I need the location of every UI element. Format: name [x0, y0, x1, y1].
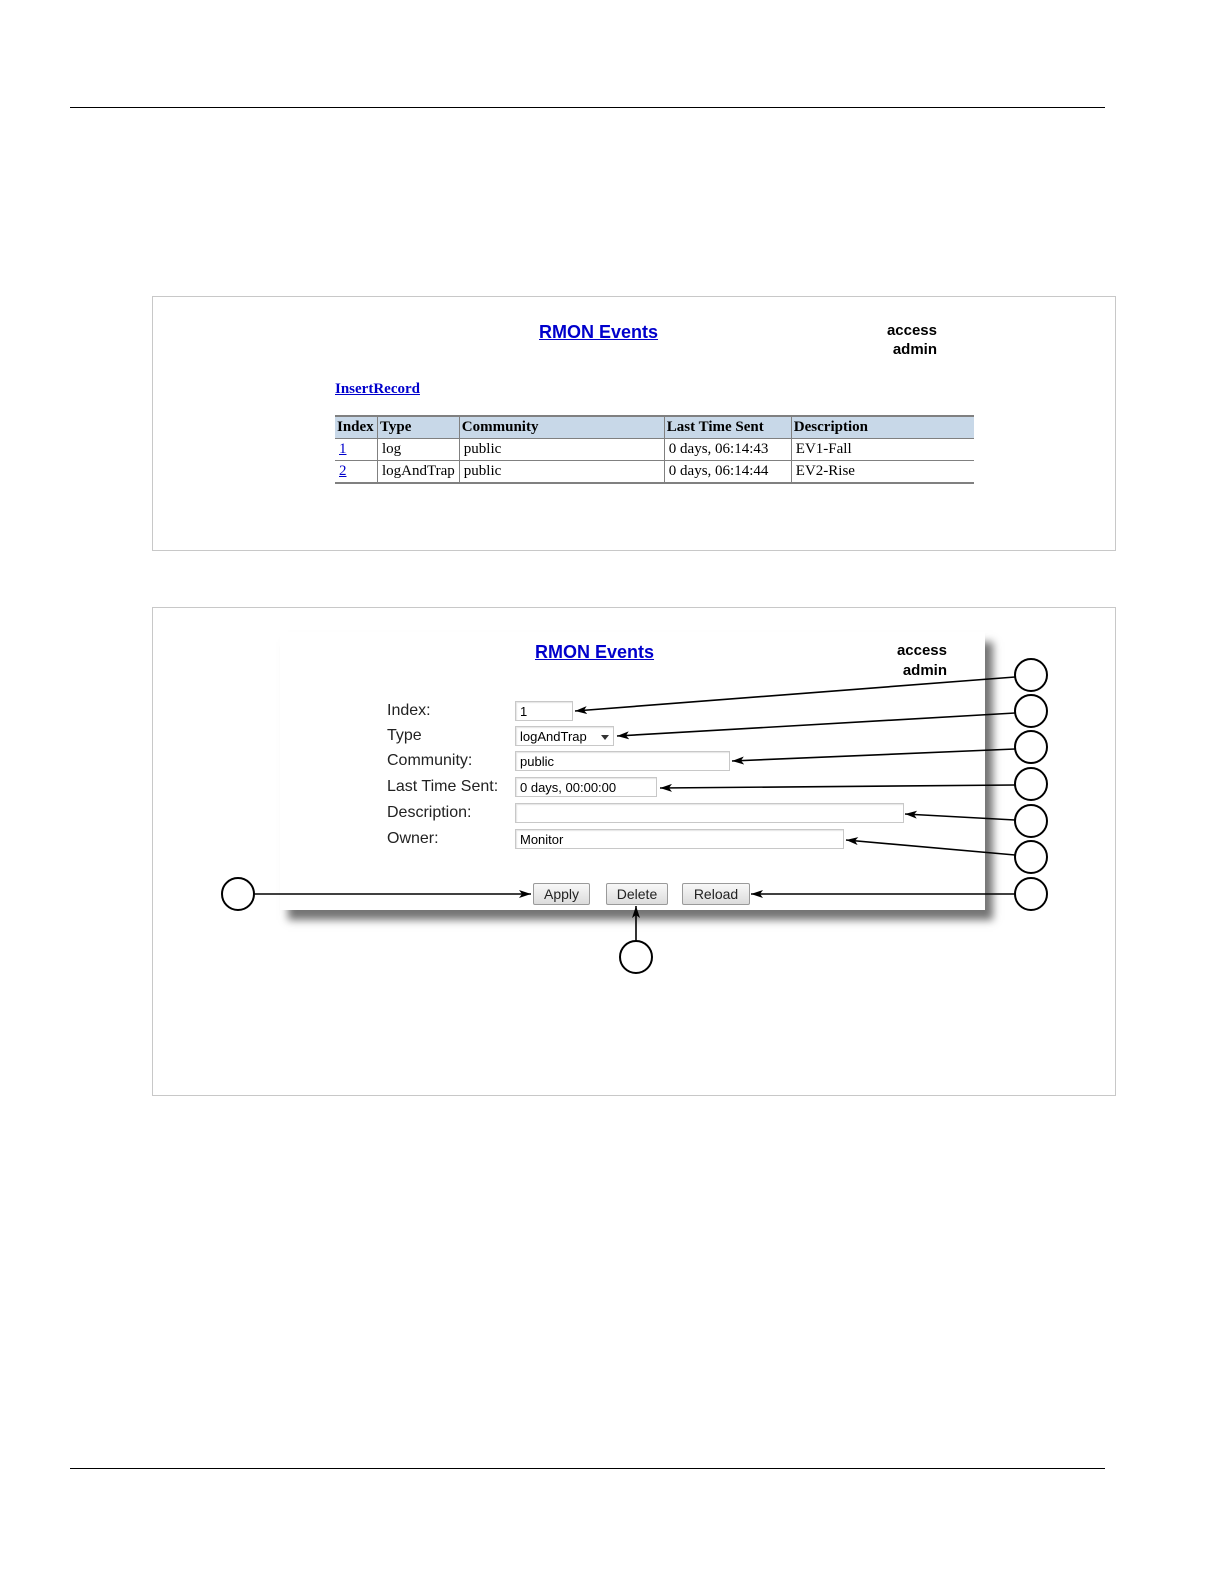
delete-button[interactable]: Delete [606, 883, 668, 905]
owner-field[interactable]: Monitor [515, 829, 844, 849]
owner-label: Owner: [387, 830, 439, 847]
arrow-icon [660, 785, 1015, 788]
col-header-type: Type [378, 416, 460, 439]
row-index-link[interactable]: 1 [339, 441, 347, 457]
col-header-community: Community [459, 416, 664, 439]
type-select-value: logAndTrap [520, 729, 587, 744]
last-time-sent-label: Last Time Sent: [387, 778, 499, 795]
apply-button[interactable]: Apply [533, 883, 590, 905]
user-name: admin [892, 341, 937, 358]
arrow-icon [575, 677, 1015, 711]
col-header-description: Description [791, 416, 974, 439]
callout-circle-icon [1015, 659, 1047, 691]
callout-circle-icon [1015, 805, 1047, 837]
reload-button[interactable]: Reload [682, 883, 750, 905]
callout-circle-icon [1015, 768, 1047, 800]
callout-circle-icon [1015, 731, 1047, 763]
access-label: access [896, 642, 947, 659]
arrow-icon [732, 749, 1015, 761]
last-time-sent-field[interactable]: 0 days, 00:00:00 [515, 777, 657, 797]
page-title[interactable]: RMON Events [539, 322, 659, 342]
col-header-index: Index [335, 416, 378, 439]
access-label: access [886, 322, 937, 339]
cell-community: public [459, 439, 664, 461]
arrow-icon [617, 713, 1015, 736]
callout-circle-icon [620, 941, 652, 973]
arrow-icon [905, 814, 1015, 820]
insert-record-link[interactable]: InsertRecord [335, 381, 420, 397]
cell-community: public [459, 461, 664, 484]
index-field[interactable]: 1 [515, 701, 573, 721]
arrow-icon [846, 840, 1015, 855]
cell-last-time-sent: 0 days, 06:14:43 [664, 439, 791, 461]
callout-circle-icon [222, 878, 254, 910]
cell-description: EV1-Fall [791, 439, 974, 461]
col-header-last-time-sent: Last Time Sent [664, 416, 791, 439]
description-label: Description: [387, 804, 472, 821]
callout-circle-icon [1015, 695, 1047, 727]
page-title[interactable]: RMON Events [535, 642, 655, 662]
user-name: admin [902, 662, 947, 679]
cell-type: logAndTrap [378, 461, 460, 484]
row-index-link[interactable]: 2 [339, 463, 347, 479]
cell-type: log [378, 439, 460, 461]
cell-description: EV2-Rise [791, 461, 974, 484]
cell-last-time-sent: 0 days, 06:14:44 [664, 461, 791, 484]
community-label: Community: [387, 752, 473, 769]
callout-circle-icon [1015, 878, 1047, 910]
community-field[interactable]: public [515, 751, 730, 771]
callout-circle-icon [1015, 841, 1047, 873]
index-label: Index: [387, 702, 431, 719]
type-label: Type [387, 727, 422, 744]
